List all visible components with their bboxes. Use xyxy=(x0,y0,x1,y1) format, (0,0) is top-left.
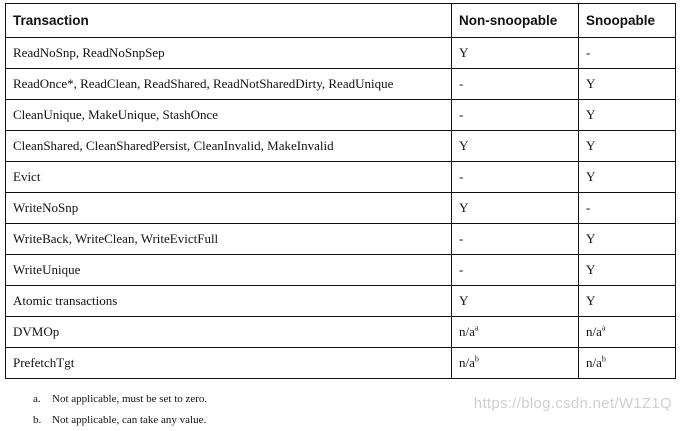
non-snoopable-cell xyxy=(452,348,579,379)
table-row xyxy=(6,348,676,379)
non-snoopable-cell-value: - xyxy=(459,231,464,246)
non-snoopable-cell xyxy=(452,255,579,286)
footnote-text: Not applicable, must be set to zero. xyxy=(52,393,208,405)
snoopable-cell xyxy=(579,348,676,379)
non-snoopable-cell-value: n/a xyxy=(459,355,475,370)
snoopable-cell xyxy=(579,193,676,224)
footnote-a xyxy=(33,389,207,410)
table-row xyxy=(6,100,676,131)
non-snoopable-cell-value: - xyxy=(459,107,464,122)
transaction-cell xyxy=(6,348,452,379)
table-row xyxy=(6,224,676,255)
snoopable-cell xyxy=(579,38,676,69)
snoopable-cell-value: - xyxy=(586,200,591,215)
non-snoopable-cell-value: - xyxy=(459,169,464,184)
non-snoopable-cell-value: Y xyxy=(459,293,469,308)
table-row xyxy=(6,69,676,100)
transaction-cell-value: Atomic transactions xyxy=(13,293,118,308)
transaction-cell xyxy=(6,162,452,193)
snoopable-cell xyxy=(579,162,676,193)
table-header-row xyxy=(6,4,676,38)
footnote-ref: b xyxy=(474,354,479,364)
table-row xyxy=(6,162,676,193)
transaction-cell xyxy=(6,38,452,69)
transaction-cell-value: CleanUnique, MakeUnique, StashOnce xyxy=(13,107,219,122)
footnote-marker: b. xyxy=(33,414,42,426)
transaction-cell-value: Evict xyxy=(13,169,41,184)
snoopable-cell-value: Y xyxy=(586,262,596,277)
non-snoopable-cell xyxy=(452,131,579,162)
transaction-cell xyxy=(6,131,452,162)
watermark: https://blog.csdn.net/W1Z1Q xyxy=(473,395,672,412)
snoopable-cell-value: n/a xyxy=(586,324,602,339)
non-snoopable-cell xyxy=(452,193,579,224)
footnote-marker: a. xyxy=(33,393,41,405)
transaction-cell xyxy=(6,193,452,224)
snoopable-cell xyxy=(579,255,676,286)
non-snoopable-cell-value: - xyxy=(459,262,464,277)
footnote-ref: a xyxy=(474,323,479,333)
snoopable-cell-value: Y xyxy=(586,138,596,153)
transaction-cell-value: ReadNoSnp, ReadNoSnpSep xyxy=(13,45,165,60)
snoopable-cell-value: Y xyxy=(586,169,596,184)
non-snoopable-cell-value: - xyxy=(459,76,464,91)
non-snoopable-cell-value: Y xyxy=(459,200,469,215)
table-row xyxy=(6,255,676,286)
footnote-text: Not applicable, can take any value. xyxy=(52,414,207,426)
table-row xyxy=(6,317,676,348)
snoopable-cell-value: - xyxy=(586,45,591,60)
footnotes xyxy=(33,389,207,431)
table-body xyxy=(6,38,676,379)
non-snoopable-cell xyxy=(452,38,579,69)
transaction-cell xyxy=(6,286,452,317)
table-row xyxy=(6,286,676,317)
non-snoopable-cell-value: n/a xyxy=(459,324,475,339)
transaction-cell-value: WriteBack, WriteClean, WriteEvictFull xyxy=(13,231,219,246)
table-row xyxy=(6,131,676,162)
footnote-ref: b xyxy=(601,354,606,364)
transaction-cell-value: WriteUnique xyxy=(13,262,81,277)
snoopable-cell-value: Y xyxy=(586,293,596,308)
non-snoopable-cell xyxy=(452,224,579,255)
non-snoopable-cell xyxy=(452,162,579,193)
snoopable-cell xyxy=(579,100,676,131)
footnote-b xyxy=(33,410,207,431)
transaction-cell xyxy=(6,224,452,255)
table-row xyxy=(6,38,676,69)
snoopable-cell-value: Y xyxy=(586,107,596,122)
snoopable-cell xyxy=(579,224,676,255)
snoopable-cell xyxy=(579,317,676,348)
transaction-cell-value: CleanShared, CleanSharedPersist, CleanInvalid, MakeInvalid xyxy=(13,138,334,153)
transaction-cell xyxy=(6,100,452,131)
transaction-cell-value: ReadOnce*, ReadClean, ReadShared, ReadNotSharedDirty, ReadUnique xyxy=(13,76,394,91)
transaction-cell xyxy=(6,317,452,348)
transaction-cell-value: WriteNoSnp xyxy=(13,200,79,215)
header-snoopable: Snoopable xyxy=(579,4,676,38)
non-snoopable-cell xyxy=(452,286,579,317)
snoopable-cell-value: Y xyxy=(586,76,596,91)
transaction-cell xyxy=(6,255,452,286)
snoopable-cell-value: n/a xyxy=(586,355,602,370)
header-non-snoopable: Non-snoopable xyxy=(452,4,579,38)
non-snoopable-cell xyxy=(452,100,579,131)
transaction-cell-value: PrefetchTgt xyxy=(13,355,75,370)
transaction-table xyxy=(5,3,676,379)
non-snoopable-cell xyxy=(452,69,579,100)
table-row xyxy=(6,193,676,224)
snoopable-cell xyxy=(579,131,676,162)
non-snoopable-cell xyxy=(452,317,579,348)
snoopable-cell-value: Y xyxy=(586,231,596,246)
footnote-ref: a xyxy=(601,323,606,333)
snoopable-cell xyxy=(579,69,676,100)
snoopable-cell xyxy=(579,286,676,317)
header-transaction: Transaction xyxy=(6,4,452,38)
transaction-cell-value: DVMOp xyxy=(13,324,60,339)
transaction-cell xyxy=(6,69,452,100)
non-snoopable-cell-value: Y xyxy=(459,45,469,60)
non-snoopable-cell-value: Y xyxy=(459,138,469,153)
